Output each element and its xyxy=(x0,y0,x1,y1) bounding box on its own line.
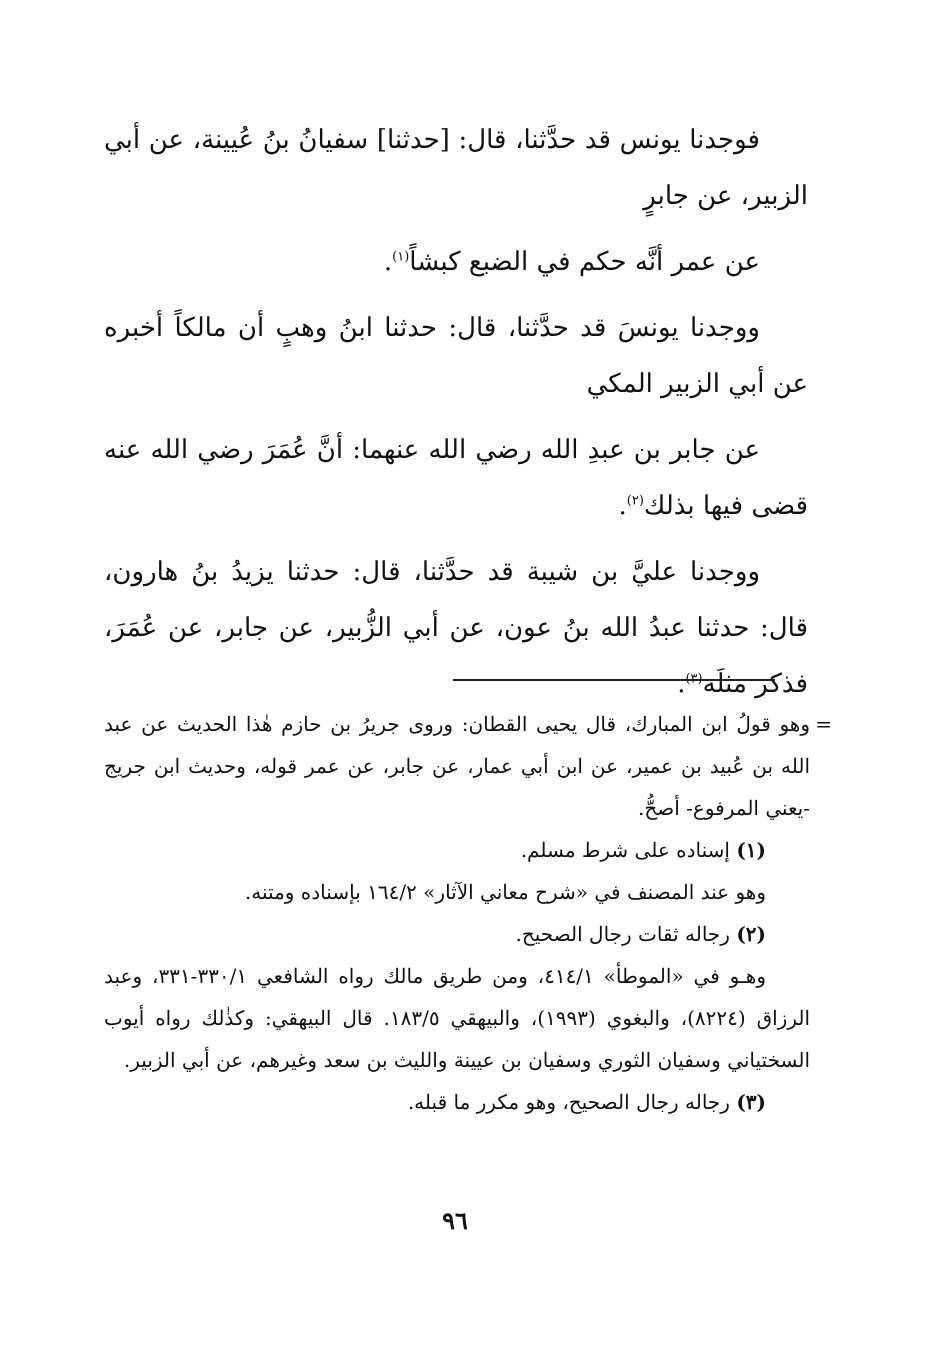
footnote-number: (١) xyxy=(736,838,766,862)
footnote-item: (١) إسناده على شرط مسلم. xyxy=(520,838,766,862)
main-paragraph: عن جابر بن عبدِ الله رضي الله عنهما: أنَّ عُمَرَ رضي الله عنه قضى فيها بذلك$^{(٢)}$. xyxy=(104,435,808,521)
footnote-extra: وهـو في «الموطأ» ٤١٤/١، ومن طريق مالك رواه الشافعي ٣٣٠/١-٣٣١، وعبد الرزاق (٨٢٢٤)، والبغوي (١٩٩٣)، والبيهقي ١٨٣/٥. قال البيهقي: وكذٰلك رواه أيوب السختياني وسفيان الثوري وسفيان بن عيينة والليث بن سعد وغيرهم، عن أبي الزبير. xyxy=(104,964,811,1072)
main-paragraph: ووجدنا عليَّ بن شيبة قد حدَّثنا، قال: حدثنا يزيدُ بنُ هارون، قال: حدثنا عبدُ الله بنُ عون، عن أبي الزُّبير، عن جابر، عن عُمَرَ، فذكر مثلَه$^{(٣)}$. xyxy=(104,557,808,699)
footnote-item: (٣) رجاله رجال الصحيح، وهو مكرر ما قبله. xyxy=(407,1090,766,1114)
footnote-marker: (٢) xyxy=(626,493,644,509)
main-paragraph: ووجدنا يونسَ قد حدَّثنا، قال: حدثنا ابنُ وهبٍ أن مالكاً أخبره عن أبي الزبير المكي xyxy=(104,313,808,399)
footnote-number: (٢) xyxy=(736,922,766,946)
footnote-marker: (٣) xyxy=(685,671,703,687)
footnote-item: (٢) رجاله ثقات رجال الصحيح. xyxy=(515,922,766,946)
footnote-continuation: = وهو قولُ ابن المبارك، قال يحيى القطان: وروى جريرُ بن حازم هٰذا الحديث عن عبد الله بن عُبيد بن عمير، عن ابن أبي عمار، عن جابر، عن عمر قوله، وحديث ابن جريج -يعني المرفوع- أصحُّ. xyxy=(104,703,810,829)
page-number: ٩٦ xyxy=(442,1206,468,1235)
continuation-mark: = xyxy=(815,712,832,736)
main-text xyxy=(104,112,808,722)
footnote-extra: وهو عند المصنف في «شرح معاني الآثار» ١٦٤/٢ بإسناده ومتنه. xyxy=(244,880,766,904)
main-paragraph: فوجدنا يونس قد حدَّثنا، قال: [حدثنا] سفيانُ بنُ عُيينة، عن أبي الزبير، عن جابرٍ xyxy=(104,125,808,211)
footnote-number: (٣) xyxy=(736,1090,766,1114)
footnote-marker: (١) xyxy=(392,249,410,265)
footnotes xyxy=(104,703,832,1123)
main-paragraph: عن عمر أنَّه حكم في الضبع كبشاً$^{(١)}$. xyxy=(383,247,760,277)
footnote-separator xyxy=(453,679,775,681)
